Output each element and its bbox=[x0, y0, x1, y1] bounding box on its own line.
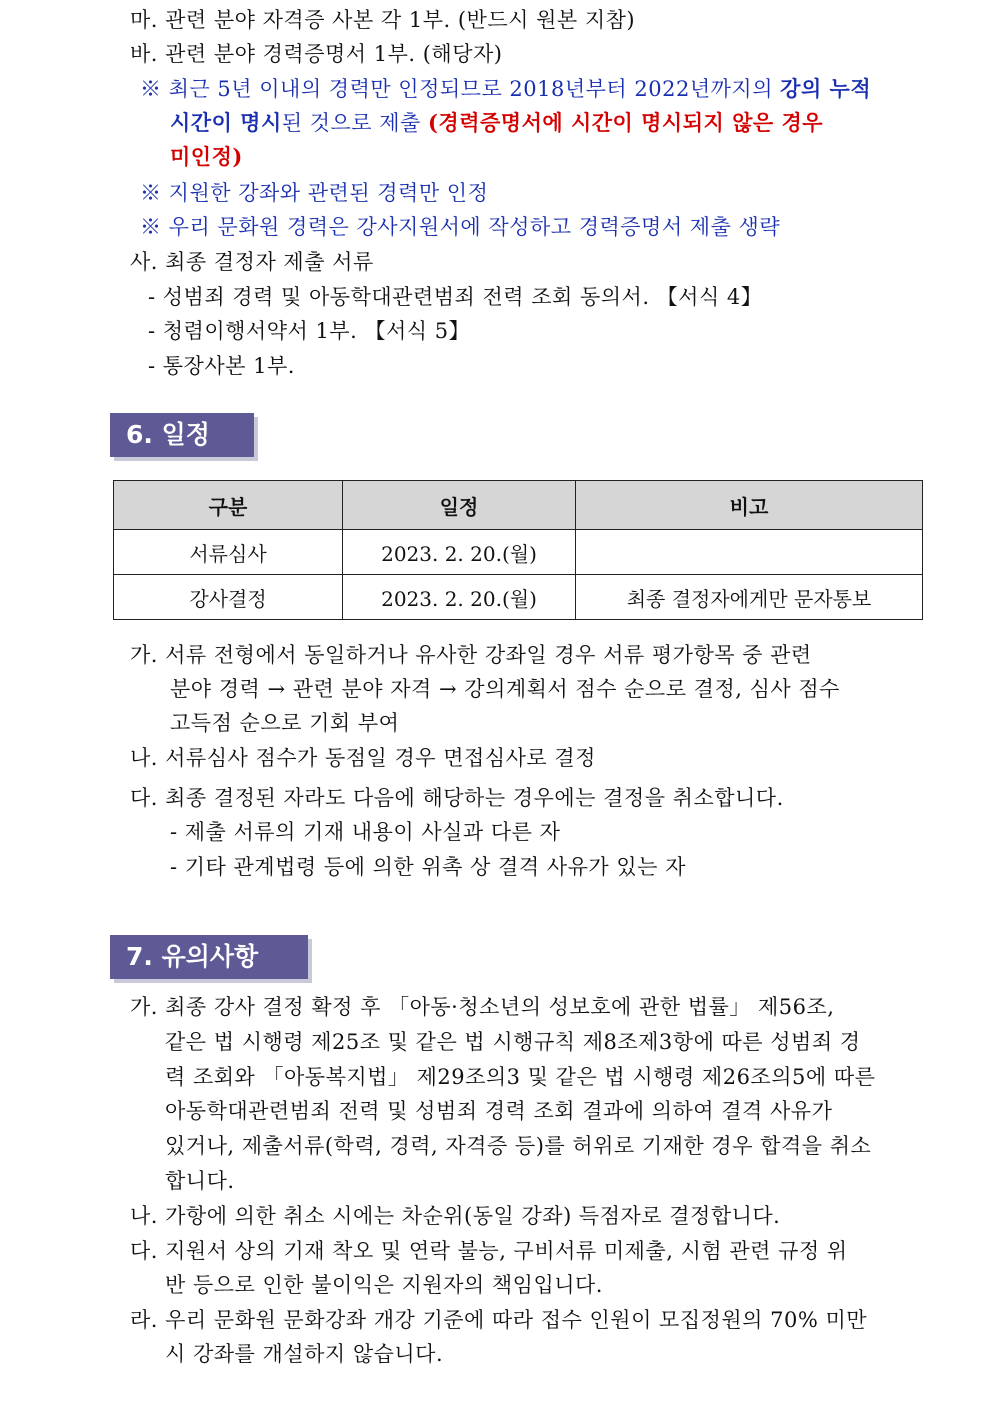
note-recent-career bbox=[140, 72, 871, 106]
note-recent-career-line2 bbox=[170, 106, 823, 140]
table-cell: 강사결정 bbox=[114, 575, 343, 620]
note-recent-career-red2: 미인정) bbox=[170, 144, 243, 169]
s6-da: 다. 최종 결정된 자라도 다음에 해당하는 경우에는 결정을 취소합니다. bbox=[130, 786, 784, 810]
s7-ga-line1: 가. 최종 강사 결정 확정 후 「아동·청소년의 성보호에 관한 법률」 제56조, bbox=[130, 995, 835, 1019]
item-ba: 바. 관련 분야 경력증명서 1부. (해당자) bbox=[130, 42, 503, 66]
s7-ga-line4: 아동학대관련범죄 전력 및 성범죄 경력 조회 결과에 의하여 결격 사유가 bbox=[165, 1099, 833, 1123]
table-row bbox=[114, 575, 923, 620]
note-related-only: ※ 지원한 강좌와 관련된 경력만 인정 bbox=[140, 181, 489, 205]
table-cell: 서류심사 bbox=[114, 530, 343, 575]
s6-na: 나. 서류심사 점수가 동점일 경우 면접심사로 결정 bbox=[130, 746, 596, 770]
section-heading-notice: 7. 유의사항 bbox=[110, 935, 308, 979]
s7-ra-line2: 시 강좌를 개설하지 않습니다. bbox=[165, 1342, 444, 1366]
s6-ga-line2: 분야 경력 → 관련 분야 자격 → 강의계획서 점수 순으로 결정, 심사 점수 bbox=[170, 677, 840, 701]
table-cell: 2023. 2. 20.(월) bbox=[343, 530, 576, 575]
schedule-table bbox=[113, 480, 923, 620]
note-recent-career-prefix: ※ 최근 5년 이내의 경력만 인정되므로 2018년부터 2022년까지의 bbox=[140, 77, 781, 101]
table-row bbox=[114, 530, 923, 575]
sa-item-consent: - 성범죄 경력 및 아동학대관련범죄 전력 조회 동의서. 【서식 4】 bbox=[148, 285, 763, 309]
sa-item-pledge: - 청렴이행서약서 1부. 【서식 5】 bbox=[148, 319, 471, 343]
table-header-row bbox=[114, 481, 923, 530]
s6-da-item2: - 기타 관계법령 등에 의한 위촉 상 결격 사유가 있는 자 bbox=[170, 855, 686, 879]
table-cell bbox=[576, 530, 923, 575]
s7-ga-line3: 력 조회와 「아동복지법」 제29조의3 및 같은 법 시행령 제26조의5에 따른 bbox=[165, 1065, 876, 1089]
note-recent-career-bold1: 강의 누적 bbox=[780, 76, 872, 101]
s7-ga-line2: 같은 법 시행령 제25조 및 같은 법 시행규칙 제8조제3항에 따른 성범죄 경 bbox=[165, 1030, 861, 1054]
table-cell: 2023. 2. 20.(월) bbox=[343, 575, 576, 620]
s7-da-line1: 다. 지원서 상의 기재 착오 및 연락 불능, 구비서류 미제출, 시험 관련 규정 위 bbox=[130, 1239, 848, 1263]
item-sa: 사. 최종 결정자 제출 서류 bbox=[130, 250, 374, 274]
table-header-date: 일정 bbox=[343, 481, 576, 530]
note-recent-career-mid: 된 것으로 제출 bbox=[281, 111, 428, 135]
table-header-note: 비고 bbox=[576, 481, 923, 530]
s6-ga-line1: 가. 서류 전형에서 동일하거나 유사한 강좌일 경우 서류 평가항목 중 관련 bbox=[130, 643, 812, 667]
section-heading-schedule: 6. 일정 bbox=[110, 413, 254, 457]
s7-ga-line5: 있거나, 제출서류(학력, 경력, 자격증 등)를 허위로 기재한 경우 합격을 취소 bbox=[165, 1134, 872, 1158]
note-recent-career-red1: (경력증명서에 시간이 명시되지 않은 경우 bbox=[428, 110, 824, 135]
item-ma: 마. 관련 분야 자격증 사본 각 1부. (반드시 원본 지참) bbox=[130, 8, 636, 32]
s7-na: 나. 가항에 의한 취소 시에는 차순위(동일 강좌) 득점자로 결정합니다. bbox=[130, 1204, 781, 1228]
s6-ga-line3: 고득점 순으로 기회 부여 bbox=[170, 711, 400, 735]
table-header-category: 구분 bbox=[114, 481, 343, 530]
s6-da-item1: - 제출 서류의 기재 내용이 사실과 다른 자 bbox=[170, 820, 561, 844]
sa-item-bankbook: - 통장사본 1부. bbox=[148, 354, 295, 378]
s7-ga-line6: 합니다. bbox=[165, 1169, 235, 1193]
s7-ra-line1: 라. 우리 문화원 문화강좌 개강 기준에 따라 접수 인원이 모집정원의 70% 미만 bbox=[130, 1308, 868, 1332]
s7-da-line2: 반 등으로 인한 불이익은 지원자의 책임입니다. bbox=[165, 1273, 603, 1297]
table-cell: 최종 결정자에게만 문자통보 bbox=[576, 575, 923, 620]
note-our-career: ※ 우리 문화원 경력은 강사지원서에 작성하고 경력증명서 제출 생략 bbox=[140, 215, 781, 239]
note-recent-career-bold2: 시간이 명시 bbox=[170, 110, 282, 135]
